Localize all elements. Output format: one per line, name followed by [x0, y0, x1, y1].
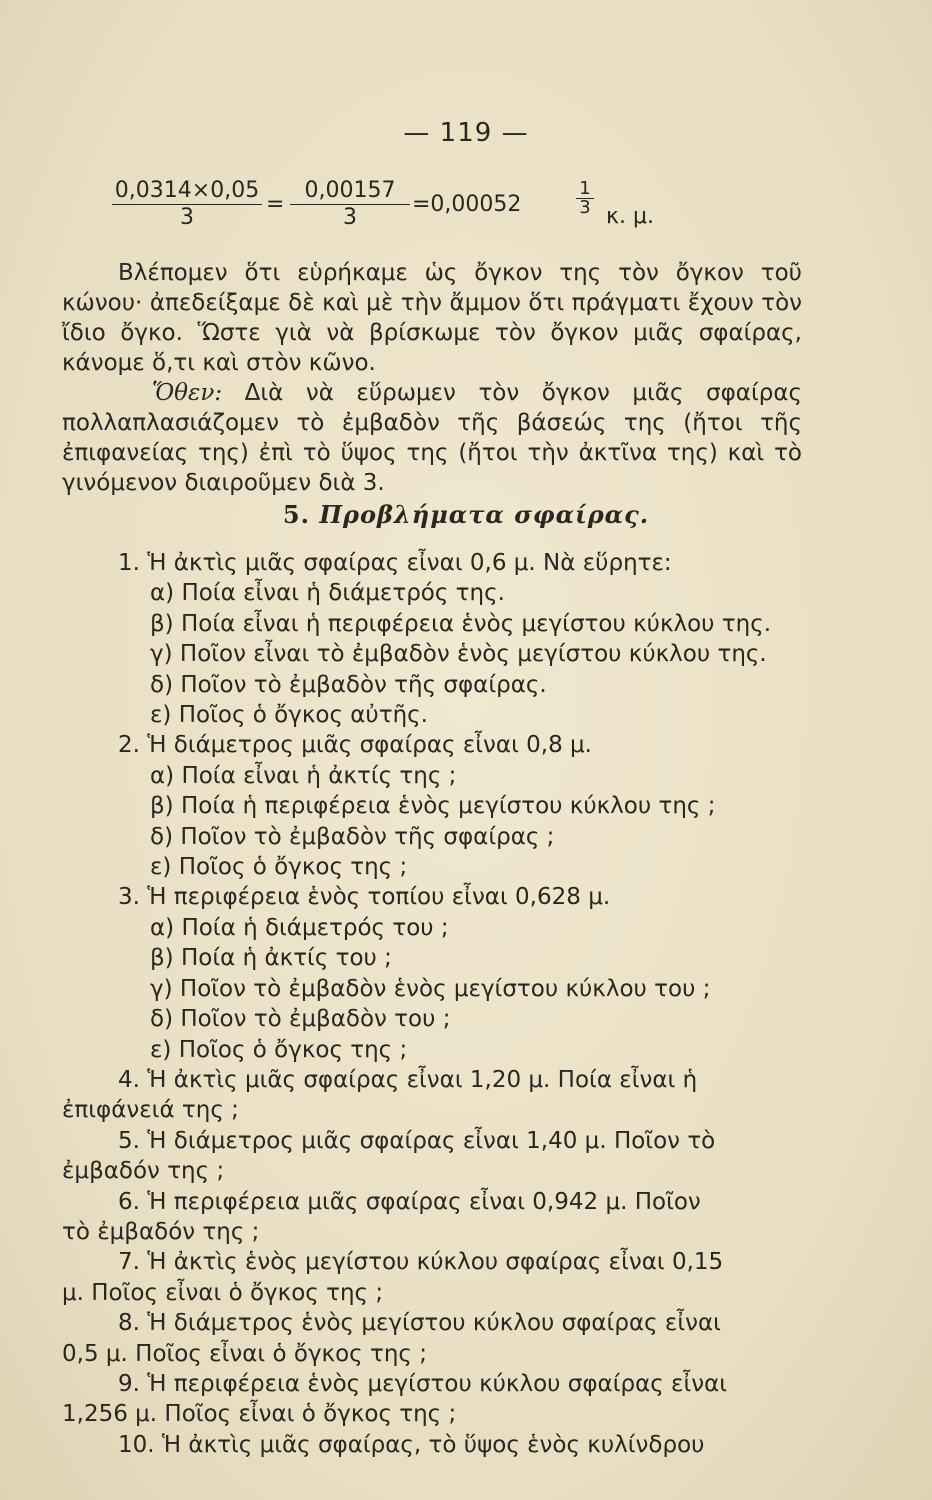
problem-subquestion: β) Ποία ἡ περιφέρεια ἑνὸς μεγίστου κύκλου της ; [150, 793, 716, 820]
problem-item: 8. Ἡ διάμετρος ἑνὸς μεγίστου κύκλου σφαίρας εἶναι [118, 1310, 721, 1337]
fraction-1 [112, 178, 262, 231]
problem-subquestion: α) Ποία εἶναι ἡ διάμετρός της. [150, 580, 505, 607]
problem-item: 7. Ἡ ἀκτὶς ἑνὸς μεγίστου κύκλου σφαίρας εἶναι 0,15 [118, 1249, 724, 1276]
problem-list [62, 548, 802, 1460]
problem-subquestion: δ) Ποῖον τὸ ἐμβαδὸν τῆς σφαίρας. [150, 671, 547, 698]
page-number: — 119 — [403, 118, 529, 148]
rule-text: Διὰ νὰ εὕρωμεν τὸν ὄγκον μιᾶς σφαίρας πολλαπλασιάζομεν τὸ ἐμβαδὸν τῆς βάσεώς της (ἤτοι τῆς ἐπιφανείας της) ἐπὶ τὸ ὕψος της (ἤτοι τὴν ἀκτῖνα της) καὶ τὸ γινόμενον διαιροῦμεν διὰ 3. [62, 380, 802, 496]
problem-continuation: μ. Ποῖος εἶναι ὁ ὄγκος της ; [62, 1279, 384, 1306]
problem-item: 10. Ἡ ἀκτὶς μιᾶς σφαίρας, τὸ ὕψος ἑνὸς κυλίνδρου [118, 1431, 705, 1458]
section-number: 5. [282, 500, 310, 529]
rule-lead: Ὅθεν: [152, 380, 223, 406]
problem-subquestion: γ) Ποῖον εἶναι τὸ ἐμβαδὸν ἑνὸς μεγίστου κύκλου της. [150, 641, 767, 668]
problem-subquestion: α) Ποία εἶναι ἡ ἀκτίς της ; [150, 762, 457, 789]
problem-continuation: ἐπιφάνειά της ; [62, 1097, 239, 1124]
problem-subquestion: β) Ποία εἶναι ἡ περιφέρεια ἑνὸς μεγίστου κύκλου της. [150, 610, 772, 637]
fraction-3 [576, 180, 594, 217]
result-value: =0,00052 [412, 192, 522, 217]
problem-continuation: ἐμβαδόν της ; [62, 1158, 225, 1185]
problem-subquestion: ε) Ποῖος ὁ ὄγκος αὐτῆς. [150, 702, 428, 729]
problem-continuation: 0,5 μ. Ποῖος εἶναι ὁ ὄγκος της ; [62, 1340, 427, 1367]
problem-subquestion: γ) Ποῖον τὸ ἐμβαδὸν ἑνὸς μεγίστου κύκλου του ; [150, 975, 711, 1002]
equals-sign: = [266, 192, 285, 217]
problem-subquestion: δ) Ποῖον τὸ ἐμβαδὸν του ; [150, 1006, 451, 1033]
intro-text [62, 258, 802, 498]
unit-label: κ. μ. [606, 204, 654, 229]
problem-continuation: τὸ ἐμβαδόν της ; [62, 1218, 260, 1245]
problem-item: 5. Ἡ διάμετρος μιᾶς σφαίρας εἶναι 1,40 μ. Ποῖον τὸ [118, 1127, 716, 1154]
problem-item: 6. Ἡ περιφέρεια μιᾶς σφαίρας εἶναι 0,942 μ. Ποῖον [118, 1188, 701, 1215]
fraction-1-denominator: 3 [180, 205, 194, 230]
problem-subquestion: δ) Ποῖον τὸ ἐμβαδὸν τῆς σφαίρας ; [150, 823, 555, 850]
fraction-2 [290, 178, 410, 231]
problem-item: 9. Ἡ περιφέρεια ἑνὸς μεγίστου κύκλου σφαίρας εἶναι [118, 1370, 728, 1397]
problem-continuation: 1,256 μ. Ποῖος εἶναι ὁ ὄγκος της ; [62, 1401, 457, 1428]
fraction-2-numerator: 0,00157 [290, 178, 410, 205]
problem-item: 3. Ἡ περιφέρεια ἑνὸς τοπίου εἶναι 0,628 μ. [118, 884, 611, 911]
fraction-1-numerator: 0,0314×0,05 [112, 178, 262, 205]
problem-item: 1. Ἡ ἀκτὶς μιᾶς σφαίρας εἶναι 0,6 μ. Νὰ εὕρητε: [118, 550, 672, 576]
section-title: Προβλήματα σφαίρας. [319, 500, 650, 529]
rule-paragraph [62, 378, 802, 498]
volume-formula [112, 178, 752, 238]
problem-item: 4. Ἡ ἀκτὶς μιᾶς σφαίρας εἶναι 1,20 μ. Ποία εἶναι ἡ [118, 1066, 698, 1093]
problem-item: 2. Ἡ διάμετρος μιᾶς σφαίρας εἶναι 0,8 μ. [118, 732, 592, 759]
fraction-3-denominator: 3 [579, 197, 591, 218]
fraction-3-numerator: 1 [576, 180, 594, 199]
problem-subquestion: α) Ποία ἡ διάμετρός του ; [150, 914, 449, 941]
problem-subquestion: ε) Ποῖος ὁ ὄγκος της ; [150, 854, 408, 881]
problem-subquestion: β) Ποία ἡ ἀκτίς του ; [150, 945, 392, 972]
fraction-2-denominator: 3 [343, 205, 357, 230]
section-heading [0, 500, 932, 529]
intro-paragraph: Βλέπομεν ὅτι εὑρήκαμε ὡς ὄγκον της τὸν ὄγκον τοῦ κώνου· ἀπεδείξαμε δὲ καὶ μὲ τὴν ἄμμον ὅτι πράγματι ἔχουν τὸν ἴδιο ὄγκο. Ὥστε γιὰ νὰ βρίσκωμε τὸν ὄγκον μιᾶς σφαίρας, κάνομε ὅ,τι καὶ στὸν κῶνο. [62, 260, 802, 376]
problem-subquestion: ε) Ποῖος ὁ ὄγκος της ; [150, 1036, 408, 1063]
